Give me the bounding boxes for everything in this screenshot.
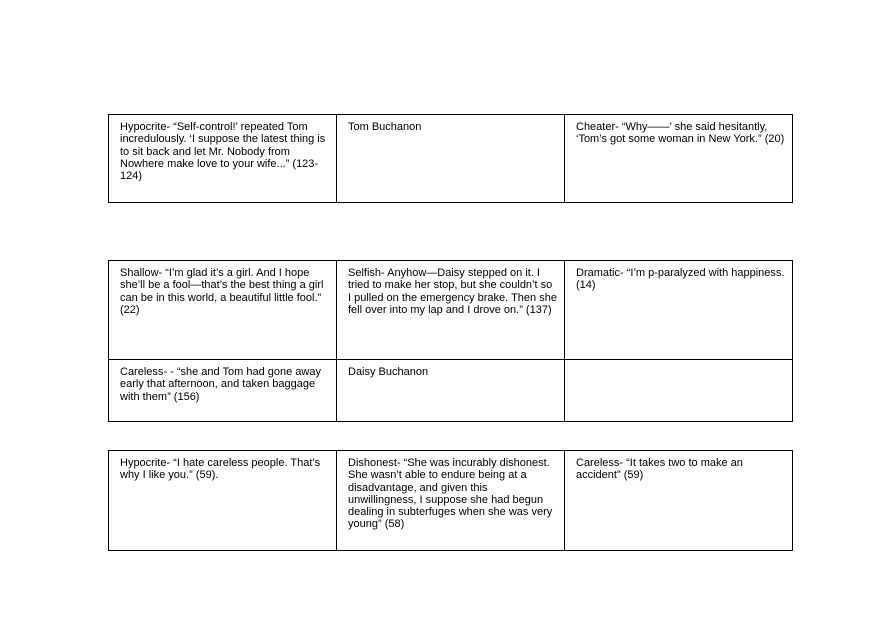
cell-text: Daisy Buchanon	[348, 366, 429, 378]
cell-text: Tom Buchanon	[348, 121, 422, 133]
table-row	[109, 360, 793, 422]
table-cell	[109, 115, 337, 203]
table-cell	[337, 115, 565, 203]
tom-buchanon-table	[108, 114, 793, 203]
table-row	[109, 261, 793, 360]
cell-text: Dishonest- “She was incurably dishonest. She wasn’t able to endure being at a disadvantage, and given this unwillingness, I suppose she had begun dealing in subterfuges when she was very young” (58)	[348, 457, 553, 531]
daisy-buchanon-table	[108, 260, 793, 422]
table-cell	[337, 261, 565, 360]
table-cell	[565, 115, 793, 203]
table-cell	[337, 360, 565, 422]
table-row	[109, 115, 793, 203]
cell-text: Careless- “It takes two to make an accident” (59)	[576, 457, 743, 482]
table-cell	[565, 451, 793, 551]
cell-text: Hypocrite- “I hate careless people. That’s why I like you.” (59).	[120, 457, 321, 482]
cell-text: Selfish- Anyhow—Daisy stepped on it. I tried to make her stop, but she couldn’t so I pulled on the emergency brake. Then she fell over into my lap and I drove on.” (137)	[348, 267, 557, 316]
table-cell	[565, 261, 793, 360]
jordan-baker-table	[108, 450, 793, 551]
cell-text: Cheater- “Why——’ she said hesitantly, ‘Tom’s got some woman in New York.” (20)	[576, 121, 785, 146]
table-cell	[109, 261, 337, 360]
cell-text: Shallow- “I’m glad it’s a girl. And I hope she’ll be a fool—that’s the best thing a girl can be in this world, a beautiful little fool.” (22)	[120, 267, 324, 316]
table-cell	[565, 360, 793, 422]
cell-text: Dramatic- “I’m p-paralyzed with happiness. (14)	[576, 267, 785, 292]
cell-text: Careless- - “she and Tom had gone away early that afternoon, and taken baggage with them” (156)	[120, 366, 321, 403]
table-row	[109, 451, 793, 551]
table-cell	[337, 451, 565, 551]
cell-text: Hypocrite- “Self-control!’ repeated Tom incredulously. ‘I suppose the latest thing is to sit back and let Mr. Nobody from Nowhere make love to your wife...” (123-124)	[120, 121, 326, 183]
table-cell	[109, 451, 337, 551]
table-cell	[109, 360, 337, 422]
